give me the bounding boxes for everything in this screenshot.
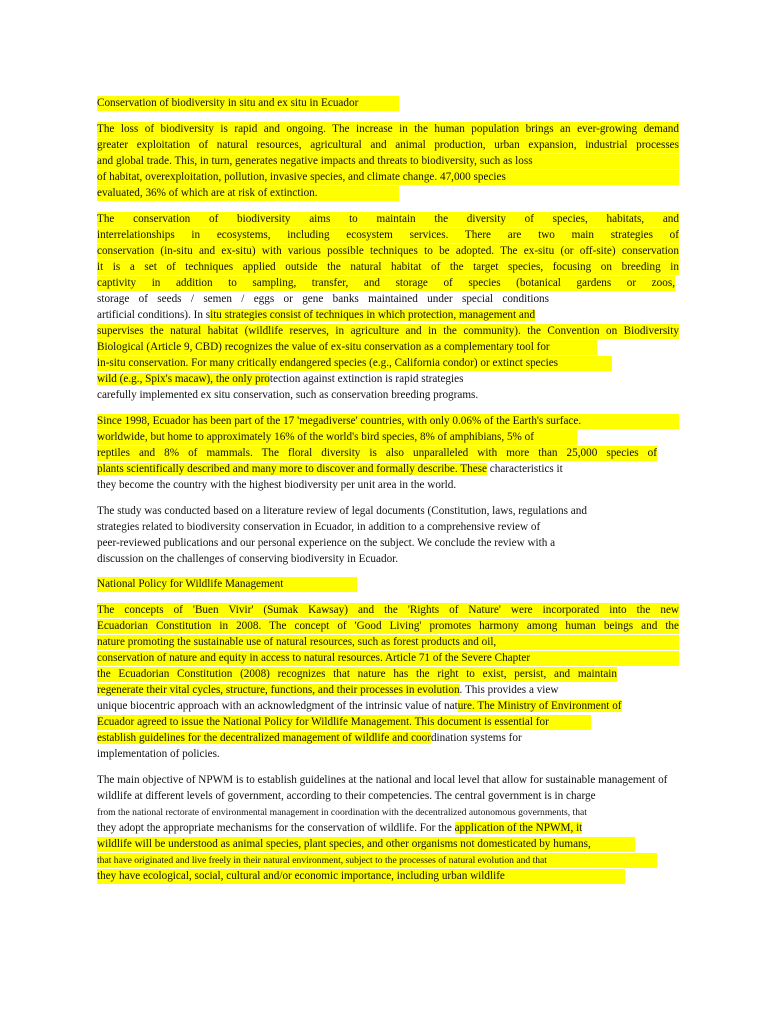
p2-line-9: Biological (Article 9, CBD) recognizes the value of ex-situ conservation as a complementary tool for: [97, 340, 597, 355]
p4-line-2: strategies related to biodiversity conservation in Ecuador, in addition to a comprehensive review of: [97, 521, 541, 533]
section-heading: National Policy for Wildlife Management: [97, 577, 359, 592]
p5-line-8: Ecuador agreed to issue the National Policy for Wildlife Management. This document is essential for: [97, 715, 591, 730]
p1-line-1: The loss of biodiversity is rapid and ongoing. The increase in the human population brings an ever-growing demand: [97, 123, 679, 135]
p1-line-4: of habitat, overexploitation, pollution, invasive species, and climate change. 47,000 species: [97, 170, 679, 185]
p6-line-4: they adopt the appropriate mechanisms for the conservation of wildlife. For the application of the NPWM, it: [97, 822, 583, 834]
p2-line-4: it is a set of techniques applied outside the natural habitat of the target species, focusing on breeding in: [97, 261, 679, 273]
p2-line-10: in-situ conservation. For many critically endangered species (e.g., California condor) or extinct species: [97, 356, 612, 371]
p2-line-5: captivity in addition to sampling, transfer, and storage of species (botanical gardens or zoos,: [97, 277, 675, 289]
p5-line-2: Ecuadorian Constitution in 2008. The concept of 'Good Living' promotes harmony among human beings and the: [97, 620, 679, 632]
p5-line-4: conservation of nature and equity in access to natural resources. Article 71 of the Severe Chapter: [97, 651, 679, 666]
p5-line-5: the Ecuadorian Constitution (2008) recognizes that nature has the right to exist, persist, and maintain: [97, 668, 617, 680]
p1-line-3: and global trade. This, in turn, generates negative impacts and threats to biodiversity, such as loss: [97, 154, 679, 169]
p2-line-2: interrelationships in ecosystems, including ecosystem services. There are two main strategies of: [97, 229, 679, 241]
p4-line-4: discussion on the challenges of conserving biodiversity in Ecuador.: [97, 553, 399, 565]
p2-line-3: conservation (in-situ and ex-situ) with various possible techniques to be adopted. The ex-situ (or off-site) conservation: [97, 245, 679, 257]
p5-line-6: regenerate their vital cycles, structure, functions, and their processes in evolution. This provides a view: [97, 684, 559, 696]
p3-line-1: Since 1998, Ecuador has been part of the 17 'megadiverse' countries, with only 0.06% of the Earth's surface.: [97, 414, 679, 429]
p5-line-7: unique biocentric approach with an acknowledgment of the intrinsic value of nature. The Ministry of Environment of: [97, 700, 622, 712]
p6-line-1: The main objective of NPWM is to establish guidelines at the national and local level that allow for sustainable management of: [97, 774, 668, 786]
p6-line-6: that have originated and live freely in their natural environment, subject to the processes of natural evolution and that: [97, 853, 657, 868]
p6-line-3: from the national rectorate of environmental management in coordination with the decentralized autonomous governments, that: [97, 807, 587, 818]
p1-line-2: greater exploitation of natural resources, agricultural and animal production, urban expansion, industrial processes: [97, 139, 679, 151]
document-title: Conservation of biodiversity in situ and ex situ in Ecuador: [97, 96, 399, 111]
p5-line-10: implementation of policies.: [97, 748, 220, 760]
p3-line-4: plants scientifically described and many more to discover and formally describe. These characteristics it: [97, 463, 563, 475]
p2-line-11: wild (e.g., Spix's macaw), the only protection against extinction is rapid strategies: [97, 373, 464, 385]
p2-line-12: carefully implemented ex situ conservation, such as conservation breeding programs.: [97, 389, 479, 401]
p2-line-6: storage of seeds / semen / eggs or gene banks maintained under special conditions: [97, 293, 549, 305]
p2-line-1: The conservation of biodiversity aims to maintain the diversity of species, habitats, and: [97, 213, 679, 225]
p5-line-1: The concepts of 'Buen Vivir' (Sumak Kawsay) and the 'Rights of Nature' were incorporated into the new: [97, 604, 679, 616]
p3-line-2: worldwide, but home to approximately 16% of the world's bird species, 8% of amphibians, 5% of: [97, 430, 577, 445]
p3-line-3: reptiles and 8% of mammals. The floral diversity is also unparalleled with more than 25,000 species of: [97, 447, 657, 459]
p5-line-9: establish guidelines for the decentralized management of wildlife and coordination systems for: [97, 732, 522, 744]
p2-line-7: artificial conditions). In situ strategies consist of techniques in which protection, management and: [97, 309, 536, 321]
p4-line-1: The study was conducted based on a literature review of legal documents (Constitution, laws, regulations and: [97, 505, 587, 517]
p4-line-3: peer-reviewed publications and our personal experience on the subject. We conclude the review with a: [97, 537, 556, 549]
p1-line-5: evaluated, 36% of which are at risk of extinction.: [97, 186, 399, 201]
p6-line-5: wildlife will be understood as animal species, plant species, and other organisms not domesticated by humans,: [97, 837, 635, 852]
p6-line-2: wildlife at different levels of government, according to their competencies. The central government is in charge: [97, 790, 596, 802]
p5-line-3: nature promoting the sustainable use of natural resources, such as forest products and oil,: [97, 635, 679, 650]
p6-line-7: they have ecological, social, cultural and/or economic importance, including urban wildlife: [97, 869, 625, 884]
p3-line-5: they become the country with the highest biodiversity per unit area in the world.: [97, 479, 457, 491]
p2-line-8: supervises the natural habitat (wildlife reserves, in agriculture and in the community). the Convention on Biodiversity: [97, 325, 679, 337]
